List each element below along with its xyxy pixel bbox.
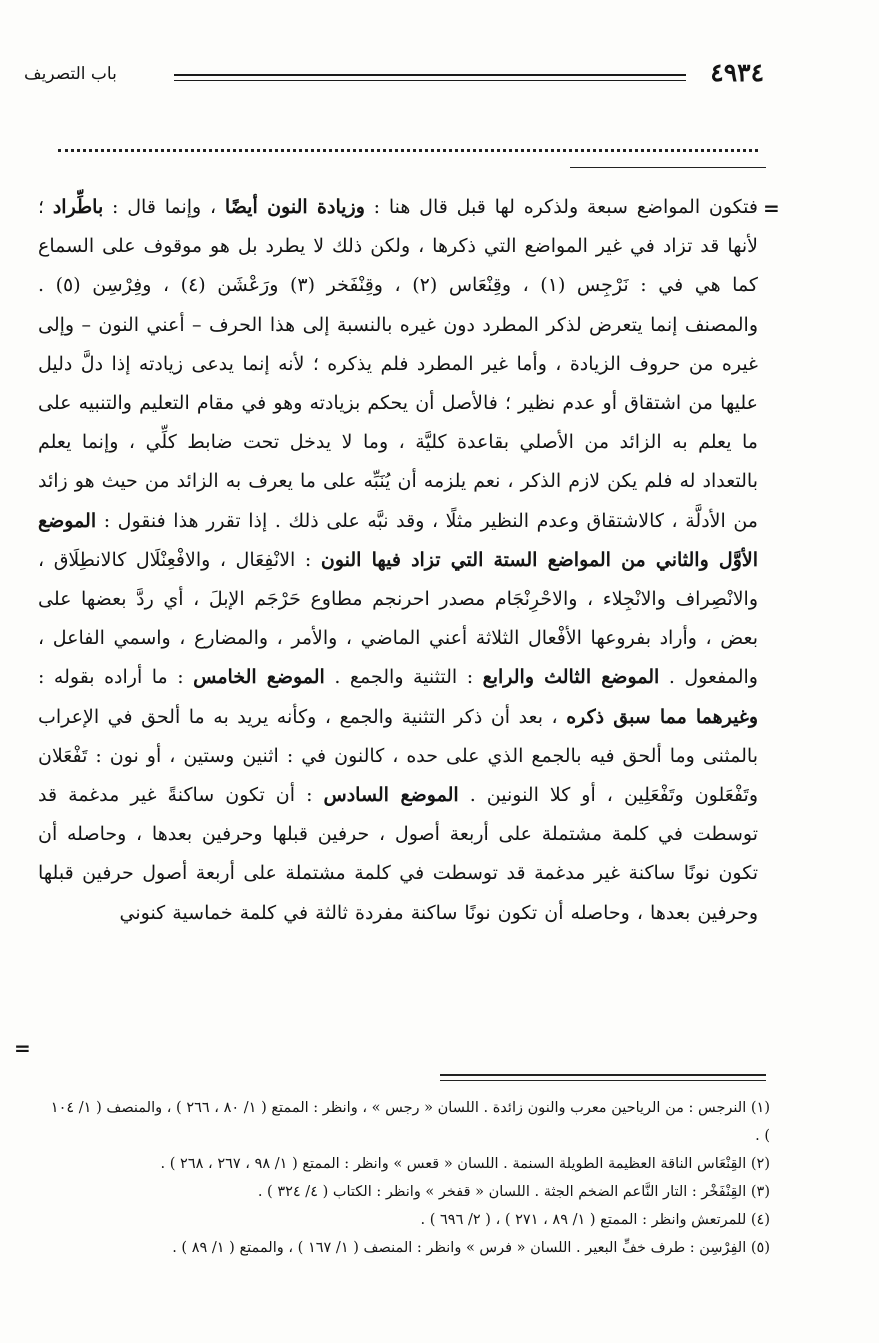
text-run: : التثنية والجمع . xyxy=(324,666,483,689)
text-run: : ما أراده بقوله : xyxy=(38,666,194,689)
footnotes xyxy=(50,1094,770,1262)
text-run: ؛ لأنها قد تزاد في غير المواضع التي ذكرها ، ولكن ذلك لا يطرد بل هو موقوف على السماع كما هي في : نَرْجِس (١) ، وقِنْعَاس (٢) ، وقِنْفَخر (٣) ورَعْشَن (٤) ، وفِرْسِن (٥) . والمصنف إنما يتعرض لذكر المطرد دون غيره بالنسبة إلى هذا الحرف – أعني النون – وإلى غيره من حروف الزيادة ، وأما غير المطرد فلم يذكره ؛ لأنه إنما يدعى زيادته إذا دلَّ دليل عليها من اشتقاق أو عدم نظير ؛ فالأصل أن يحكم بزيادته وهو في مقام التعليم والتنبيه على ما يعلم به الزائد من الأصلي بقاعدة كليَّة ، وما لا يدخل تحت ضابط كلِّي ، وإنما يعلم بالتعداد له فلم يكن لازم الذكر ، نعم يلزمه أن يُنَبِّه على ما يعرف به الزائد من حيث هو زائد من الأدلَّة ، كالاشتقاق وعدم النظير مثلًا ، وقد نبَّه على ذلك . إذا تقرر هذا فنقول : xyxy=(38,196,758,532)
text-run: ، بعد أن ذكر التثنية والجمع ، وكأنه يريد به ما ألحق في الإعراب بالمثنى وما ألحق فيه بالجمع الذي على حده ، كالنون في : اثنين وستين ، أو نون : تَفْعَلان وتَفْعَلون وتَفْعَلِين ، أو كلا النونين . xyxy=(38,705,758,807)
short-rule xyxy=(570,167,766,168)
footnote-rule xyxy=(440,1074,766,1081)
main-text xyxy=(38,188,758,933)
footnote: (٣) القِنْفَخْر : التار النَّاعم الضخم الجثة . اللسان « قفخر » وانظر : الكتاب ( ٤/ ٣٢٤ ) . xyxy=(257,1184,770,1200)
footnote: (٤) للمرتعش وانظر : الممتع ( ١/ ٨٩ ، ٢٧١ ) ، ( ٢/ ٦٩٦ ) . xyxy=(420,1212,770,1228)
footnote: (٢) القِنْعَاس الناقة العظيمة الطويلة السنمة . اللسان « قعس » وانظر : الممتع ( ١/ ٩٨ ، ٢٦٧ ، ٢٦٨ ) . xyxy=(160,1156,770,1172)
chapter-title: باب التصريف xyxy=(24,64,117,84)
header-rule xyxy=(174,74,686,81)
bold-phrase: وغيرهما مما سبق ذكره xyxy=(566,705,758,728)
bold-phrase: باطِّراد xyxy=(52,196,104,218)
continuation-mark-top: = xyxy=(763,196,780,220)
bold-phrase: الموضع الأوَّل والثاني من المواضع الستة التي تزاد فيها النون xyxy=(38,509,758,571)
text-run: : أن تكون ساكنةً غير مدغمة قد توسطت في كلمة مشتملة على أربعة أصول ، حرفين قبلها وحرفين بعدها ، وحاصله أن تكون نونًا ساكنة غير مدغمة قد توسطت في كلمة مشتملة على أربعة أصول حرفين قبلها وحرفين بعدها ، وحاصله أن تكون نونًا ساكنة مفردة ثالثة في كلمة خماسية كنوني xyxy=(38,784,758,924)
page-header xyxy=(24,58,764,94)
page-number: ٤٩٣٤ xyxy=(710,58,764,87)
bold-phrase: وزيادة النون أيضًا xyxy=(224,196,365,218)
text-run: : الانْفِعَال ، والافْعِنْلَال كالانطِلَاق ، والانْصِراف والانْجِلاء ، والاحْرِنْجَام مصدر احرنجم مطاوع حَرْجَم الإبلَ ، أي ردَّ بعضها على بعض ، وأراد بفروعها الأفْعال الثلاثة أعني الماضي ، والأمر ، والمضارع ، واسمي الفاعل ، والمفعول . xyxy=(38,548,758,689)
text-run: فتكون المواضع سبعة ولذكره لها قبل قال هنا : xyxy=(364,196,758,218)
text-run: ، وإنما قال : xyxy=(103,196,225,218)
bold-phrase: الموضع السادس xyxy=(323,784,459,807)
dotted-separator xyxy=(58,143,758,152)
bold-phrase: الموضع الخامس xyxy=(193,666,325,689)
bold-phrase: الموضع الثالث والرابع xyxy=(482,666,660,689)
footnote: (٥) الفِرْسِن : طرف خفِّ البعير . اللسان « فرس » وانظر : المنصف ( ١/ ١٦٧ ) ، والممتع ( ١/ ٨٩ ) . xyxy=(172,1240,770,1256)
footnote: (١) النرجس : من الرياحين معرب والنون زائدة . اللسان « رجس » ، وانظر : الممتع ( ١/ ٨٠ ، ٢٦٦ ) ، والمنصف ( ١/ ١٠٤ ) . xyxy=(50,1100,770,1144)
continuation-mark-bottom: = xyxy=(14,1036,31,1060)
